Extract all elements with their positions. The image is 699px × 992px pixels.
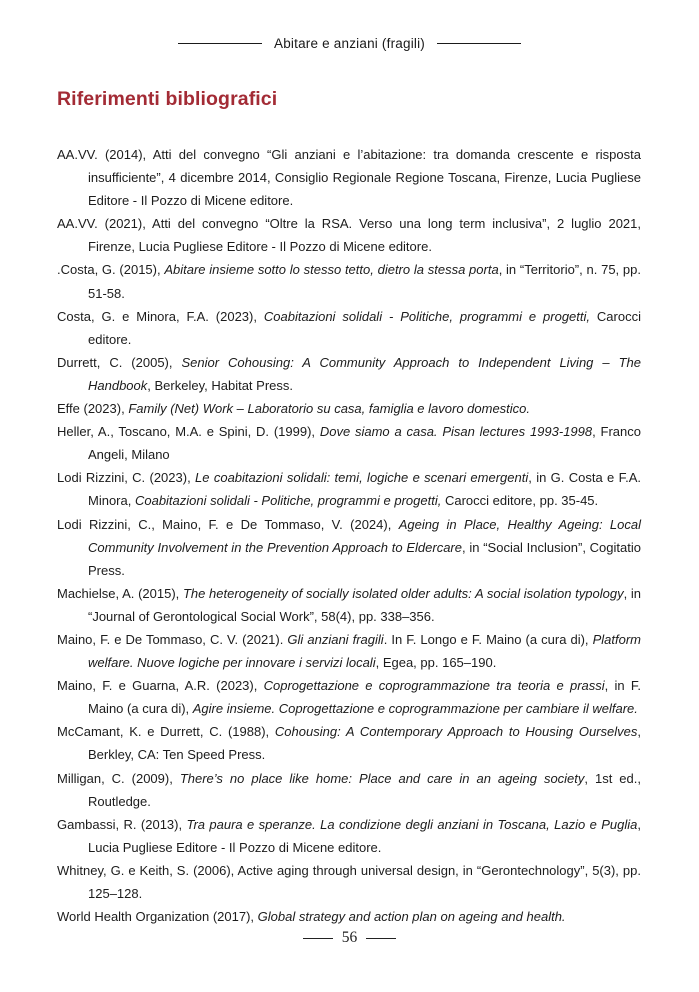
entry-text: Whitney, G. e Keith, S. (2006), Active aging through universal design, in “Gerontechnology”, 5(3), pp. 125–128. — [57, 862, 641, 901]
entry-text: Gambassi, R. (2013), — [57, 816, 187, 832]
bibliography-list — [57, 143, 641, 928]
bibliography-entry — [57, 813, 641, 859]
entry-title-italic: Tra paura e speranze. La condizione degli anziani in Toscana, Lazio e Puglia — [186, 816, 638, 832]
entry-text: , Egea, pp. 165–190. — [375, 655, 497, 671]
entry-text: AA.VV. (2014), Atti del convegno “Gli anziani e l’abitazione: tra domanda crescente e risposta insufficiente”, 4 dicembre 2014, Consiglio Regionale Regione Toscana, Firenze, Lucia Pugliese Editore - Il Pozzo di Micene editore. — [57, 147, 641, 209]
entry-title-italic: Family (Net) Work – Laboratorio su casa, famiglia e lavoro domestico. — [128, 401, 531, 417]
entry-text: Carocci editore, pp. 35-45. — [441, 493, 599, 509]
entry-text: , in “Territorio”, n. 75, pp. 51-58. — [88, 262, 641, 301]
entry-text: , Franco Angeli, Milano — [88, 424, 641, 463]
entry-text: , in “Social Inclusion”, Cogitatio Press. — [88, 539, 641, 578]
entry-title-italic: Abitare insieme sotto lo stesso tetto, dietro la stessa porta — [164, 262, 499, 278]
bibliography-entry — [57, 466, 641, 512]
bibliography-entry — [57, 582, 641, 628]
entry-text: , in “Journal of Gerontological Social Work”, 58(4), pp. 338–356. — [88, 585, 642, 624]
entry-text: , in F. Maino (a cura di), — [88, 678, 642, 717]
bibliography-entry — [57, 305, 641, 351]
entry-text: Carocci editore. — [88, 308, 641, 347]
header-rule-right — [437, 43, 521, 44]
entry-text: AA.VV. (2021), Atti del convegno “Oltre la RSA. Verso una long term inclusiva”, 2 luglio 2021, Firenze, Lucia Pugliese Editore - Il Pozzo di Micene editore. — [57, 216, 641, 255]
entry-text: .Costa, G. (2015), — [57, 262, 165, 278]
entry-text: Costa, G. e Minora, F.A. (2023), — [57, 308, 264, 324]
bibliography-entry — [57, 767, 641, 813]
page-number: 56 — [341, 929, 358, 946]
running-header — [0, 36, 699, 51]
entry-title-italic: The heterogeneity of socially isolated older adults: A social isolation typology — [182, 585, 624, 601]
running-header-title: Abitare e anziani (fragili) — [274, 36, 425, 51]
entry-text: , in G. Costa e F.A. Minora, — [88, 470, 641, 509]
footer-rule-left — [303, 938, 333, 939]
page-footer — [0, 929, 699, 947]
entry-text: Effe (2023), — [57, 401, 129, 417]
entry-title-italic: Coabitazioni solidali - Politiche, programmi e progetti, — [263, 308, 591, 324]
entry-title-italic: Ageing in Place, Healthy Ageing: Local Community Involvement in the Prevention Approach to Eldercare — [88, 516, 641, 555]
entry-text: , Berkley, CA: Ten Speed Press. — [88, 724, 641, 763]
entry-text: . In F. Longo e F. Maino (a cura di), — [383, 631, 593, 647]
entry-text: Lodi Rizzini, C. (2023), — [57, 470, 196, 486]
entry-text: Durrett, C. (2005), — [57, 354, 182, 370]
bibliography-entry — [57, 143, 641, 212]
entry-text: McCamant, K. e Durrett, C. (1988), — [57, 724, 275, 740]
entry-title-italic: Global strategy and action plan on ageing and health. — [257, 909, 566, 925]
bibliography-entry — [57, 420, 641, 466]
bibliography-entry — [57, 513, 641, 582]
entry-text: Maino, F. e Guarna, A.R. (2023), — [57, 678, 264, 694]
entry-title-italic: There’s no place like home: Place and care in an ageing society — [179, 770, 585, 786]
entry-text: Lodi Rizzini, C., Maino, F. e De Tommaso, V. (2024), — [57, 516, 399, 532]
entry-text: Heller, A., Toscano, M.A. e Spini, D. (1999), — [57, 424, 320, 440]
bibliography-entry — [57, 397, 641, 420]
bibliography-entry — [57, 351, 641, 397]
bibliography-entry — [57, 859, 641, 905]
entry-title-italic: Agire insieme. Coprogettazione e coprogrammazione per cambiare il welfare. — [192, 701, 638, 717]
bibliography-entry — [57, 258, 641, 304]
entry-text: Machielse, A. (2015), — [57, 585, 183, 601]
entry-title-italic: Coprogettazione e coprogrammazione tra teoria e prassi — [263, 678, 605, 694]
bibliography-entry — [57, 628, 641, 674]
entry-text: Milligan, C. (2009), — [57, 770, 180, 786]
header-rule-left — [178, 43, 262, 44]
bibliography-entry — [57, 212, 641, 258]
entry-text: , Lucia Pugliese Editore - Il Pozzo di Micene editore. — [88, 816, 641, 855]
entry-title-italic: Cohousing: A Contemporary Approach to Housing Ourselves — [274, 724, 638, 740]
footer-rule-right — [366, 938, 396, 939]
entry-title-italic: Dove siamo a casa. Pisan lectures 1993-1998 — [319, 424, 593, 440]
entry-text: , 1st ed., Routledge. — [88, 770, 641, 809]
entry-title-italic: Gli anziani fragili — [287, 631, 384, 647]
bibliography-entry — [57, 674, 641, 720]
entry-title-italic: Coabitazioni solidali - Politiche, programmi e progetti, — [134, 493, 442, 509]
entry-title-italic: Senior Cohousing: A Community Approach to Independent Living – The Handbook — [88, 354, 641, 393]
bibliography-entry — [57, 720, 641, 766]
entry-title-italic: Le coabitazioni solidali: temi, logiche e scenari emergenti — [195, 470, 529, 486]
entry-text: Maino, F. e De Tommaso, C. V. (2021). — [57, 631, 288, 647]
bibliography-entry — [57, 905, 641, 928]
entry-title-italic: Platform welfare. Nuove logiche per innovare i servizi locali — [88, 631, 641, 671]
entry-text: World Health Organization (2017), — [57, 909, 258, 925]
section-title: Riferimenti bibliografici — [57, 88, 278, 110]
entry-text: , Berkeley, Habitat Press. — [147, 377, 293, 393]
